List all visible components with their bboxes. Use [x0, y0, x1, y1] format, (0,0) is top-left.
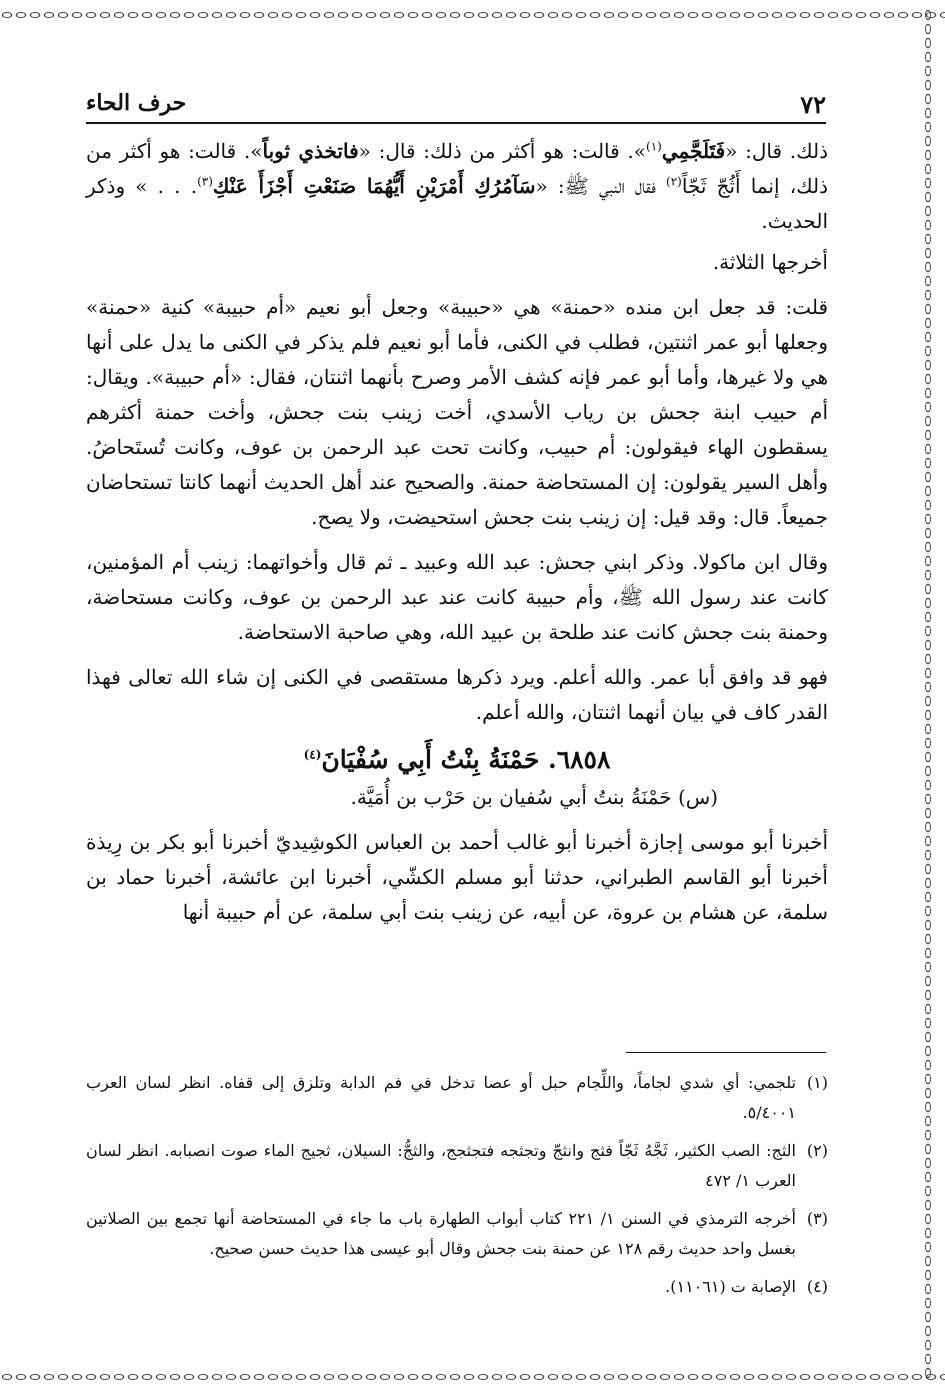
footnote-ref-4[interactable]: (٤)	[303, 747, 322, 762]
paragraph-6: أخبرنا أبو موسى إجازة أخبرنا أبو غالب أحمد بن العباس الكوشِيديّ أخبرنا أبو بكر بن رِيذة أخبرنا أبو القاسم الطبراني، حدثنا أبو مسلم الكشّي، أخبرنا ابن عائشة، أخبرنا حماد بن سلمة، عن هشام بن عروة، عن أبيه، عن زينب بنت أبي سلمة، عن أم حبيبة أنها	[86, 830, 828, 924]
footnote-text: أخرجه الترمذي في السنن ١/ ٢٢١ كتاب أبواب الطهارة باب ما جاء في المستحاضة أنها تجمع بين الصلاتين بغسل واحد حديث رقم ١٢٨ عن حمنة بنت جحش وقال أبو عيسى هذا حديث حسن صحيح.	[86, 1209, 796, 1258]
text-segment: . . . » وذكر الحديث.	[86, 174, 828, 233]
footnote-ref-3[interactable]: (٣)	[197, 174, 213, 189]
running-title: حرف الحاء	[86, 90, 187, 116]
paragraph-4: وقال ابن ماكولا. وذكر ابني جحش: عبد الله وعبيد ـ ثم قال وأخواتهما: زينب أم المؤمنين، كانت عند رسول الله ﷺ، وأم حبيبة كانت عند عبد الرحمن بن عوف، وكانت مستحاضة، وحمنة بنت جحش كانت عند طلحة بن عبيد الله، وهي صاحبة الاستحاضة.	[86, 550, 828, 644]
decorative-border-right	[921, 8, 935, 1380]
quote-1: فَتَلَجَّمِي	[661, 139, 726, 163]
main-text	[86, 134, 828, 940]
footnote-number: (٣)	[806, 1209, 828, 1228]
footnote-1	[86, 1068, 828, 1128]
footnote-4	[86, 1272, 828, 1302]
footnote-number: (٢)	[806, 1141, 828, 1160]
footnote-3	[86, 1204, 828, 1264]
footnote-divider	[626, 1052, 826, 1053]
decorative-border-top	[0, 8, 945, 22]
footnote-text: الإصابة ت (١١٠٦١).	[665, 1277, 796, 1296]
page-number: ٧٢	[800, 90, 826, 119]
paragraph-3: قلت: قد جعل ابن منده «حمنة» هي «حبيبة» وجعل أبو نعيم «أم حبيبة» كنية «حمنة» وجعلها أبو عمر اثنتين، فطلب في الكنى، فأما أبو نعيم فلم يذكر في الكنى ما يدل على أنها هي ولا غيرها، وأما أبو عمر فإنه كشف الأمر وصرح بأنهما اثنتان، فقال: «أم حبيبة». ويقال: أم حبيب ابنة جحش بن رياب الأسدي، أخت زينب بنت جحش، وأخت حمنة أكثرهم يسقطون الهاء فيقولون: أم حبيب، وكانت تحت عبد الرحمن بن عوف، وكانت تُستَحاضُ. وأهل السير يقولون: إن المستحاضة حمنة. والصحيح عند أهل الحديث أنهما كانتا تستحاضان جميعاً. قال: وقد قيل: إن زينب بنت جحش استحيضت، ولا يصح.	[86, 295, 829, 529]
footnotes	[86, 1068, 828, 1310]
text-segment: ذلك. قال: «	[725, 139, 828, 163]
page-header	[86, 86, 826, 124]
text-segment: ». قالت: هو أكثر من ذلك: قال: «	[358, 139, 647, 163]
paragraph-5: فهو قد وافق أبا عمر. والله أعلم. ويرد ذكرها مستقصى في الكنى إن شاء الله تعالى فهذا القدر كاف في بيان أنهما اثنتان، والله أعلم.	[86, 665, 828, 724]
footnote-number: (١)	[806, 1073, 828, 1092]
text-segment: ». قالت: هو أكثر من ذلك، إنما أَثُجّ ثَجّاً	[86, 139, 829, 198]
hadith-quote: سَآمُرُكِ أَمْرَيْنِ أَيُّهُمَا صَنَعْتِ أَجْزَأَ عَنْكِ	[212, 174, 536, 198]
quote-2: فاتخذي ثوباً	[262, 139, 359, 163]
footnote-number: (٤)	[806, 1277, 828, 1296]
footnote-text: الثج: الصب الكثير، ثَجَّهُ ثَجّاً فثج وانثجّ وتجثجه فتجثجج، والثجُّ: السيلان، ثجيج الماء صوت انصبابه. انظر لسان العرب ١/ ٤٧٢	[86, 1141, 796, 1190]
footnote-text: تلجمي: أي شدي لجاماً، واللِّجام حبل أو عصا تدخل في فم الدابة وتلزق إلى قفاه. انظر لسان العرب ٥/٤٠٠١.	[86, 1073, 797, 1122]
entry-heading	[86, 740, 828, 780]
decorative-border-bottom	[0, 1370, 945, 1384]
footnote-2	[86, 1136, 828, 1196]
footnote-ref-1[interactable]: (١)	[646, 139, 662, 154]
paragraph-1	[86, 134, 828, 239]
entry-title: ٦٨٥٨. حَمْنَةُ بِنْتُ أَبِي سُفْيَانَ	[321, 745, 611, 774]
footnote-ref-2[interactable]: (٢)	[666, 174, 682, 189]
paragraph-2: أخرجها الثلاثة.	[712, 250, 828, 274]
entry-lineage: (س) حَمْنَةُ بنتُ أبي سُفيان بن حَرْب بن أُمَيَّة.	[350, 785, 718, 809]
text-segment: فقال النبي ﷺ: «	[535, 174, 667, 198]
